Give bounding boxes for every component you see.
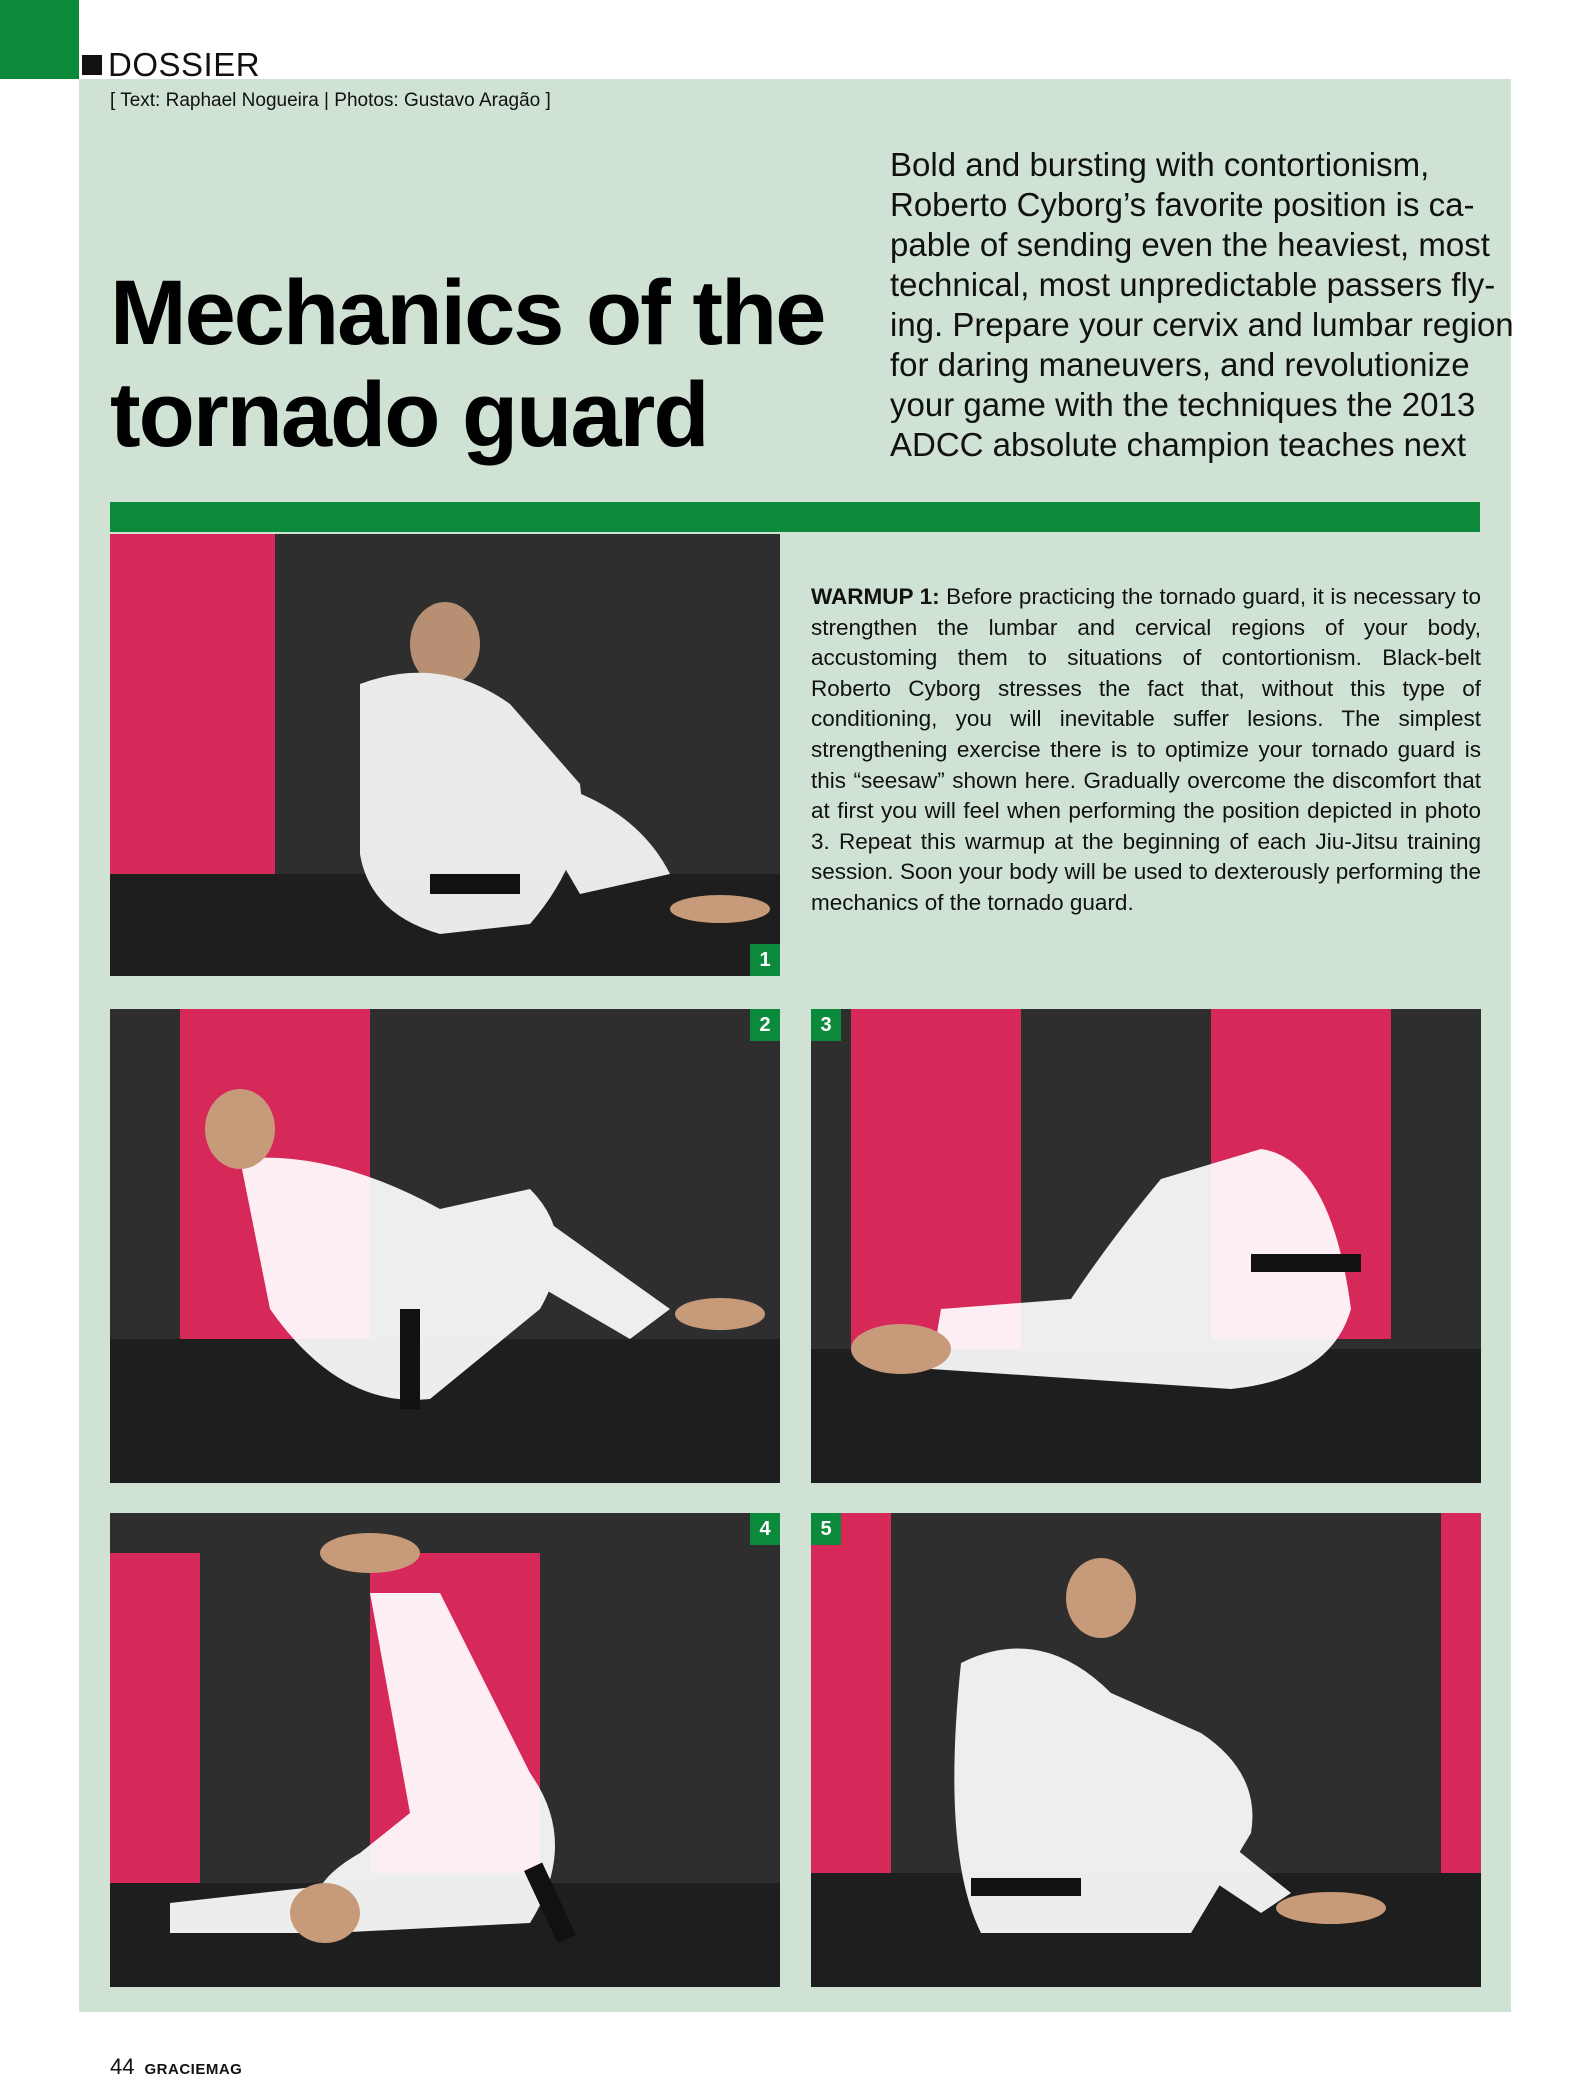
photo-1 [110,534,780,976]
section-square-icon [82,55,102,75]
intro-line: technical, most unpredictable passers fly- [890,266,1496,303]
photo-3 [811,1009,1481,1483]
photo-5 [811,1513,1481,1987]
intro-line: pable of sending even the heaviest, most [890,226,1490,263]
title-line-2: tornado guard [110,364,708,466]
section-label [82,46,260,84]
divider-bar [110,502,1480,532]
intro-line: for daring maneuvers, and revolutionize [890,346,1470,383]
intro-line: your game with the techniques the 2013 [890,386,1476,423]
photo-1-number-badge: 1 [750,944,780,976]
warmup-text: Before practicing the tornado guard, it is necessary to strengthen the lumbar and cervical regions of your body, accustoming them to situations of contortionism. Black-belt Roberto Cyborg stresses the fact that, without this type of conditioning, you will inevitable suffer lesions. The simplest strengthening exercise there is to optimize your tornado guard is this “seesaw” shown here. Gradually overcome the discomfort that at first you will feel when performing the position depicted in photo 3. Repeat this warmup at the beginning of each Jiu-Jitsu training session. Soon your body will be used to dexterously performing the mechanics of the tornado guard. [811,584,1481,915]
intro-line: ing. Prepare your cervix and lumbar region [890,306,1514,343]
intro-line: Bold and bursting with contortionism, [890,146,1430,183]
intro-line: Roberto Cyborg’s favorite position is ca- [890,186,1475,223]
photo-2 [110,1009,780,1483]
title-line-1: Mechanics of the [110,262,825,364]
photo-2-image [110,1009,780,1483]
corner-accent [0,0,79,79]
photo-1-image [110,534,780,976]
intro-paragraph [890,145,1514,465]
photo-4 [110,1513,780,1987]
section-name: DOSSIER [108,46,261,83]
photo-3-number-badge: 3 [811,1009,841,1041]
photo-5-image [811,1513,1481,1987]
credits: [ Text: Raphael Nogueira | Photos: Gustavo Aragão ] [110,90,551,111]
photo-2-number-badge: 2 [750,1009,780,1041]
photo-3-image [811,1009,1481,1483]
page-footer [110,2054,242,2080]
intro-line: ADCC absolute champion teaches next [890,426,1466,463]
photo-4-number-badge: 4 [750,1513,780,1545]
warmup-label: WARMUP 1: [811,584,940,609]
photo-5-number-badge: 5 [811,1513,841,1545]
magazine-name: GRACIEMAG [144,2061,243,2078]
article-title [110,262,870,466]
warmup-paragraph [811,582,1481,919]
page-number: 44 [110,2054,135,2079]
photo-4-image [110,1513,780,1987]
